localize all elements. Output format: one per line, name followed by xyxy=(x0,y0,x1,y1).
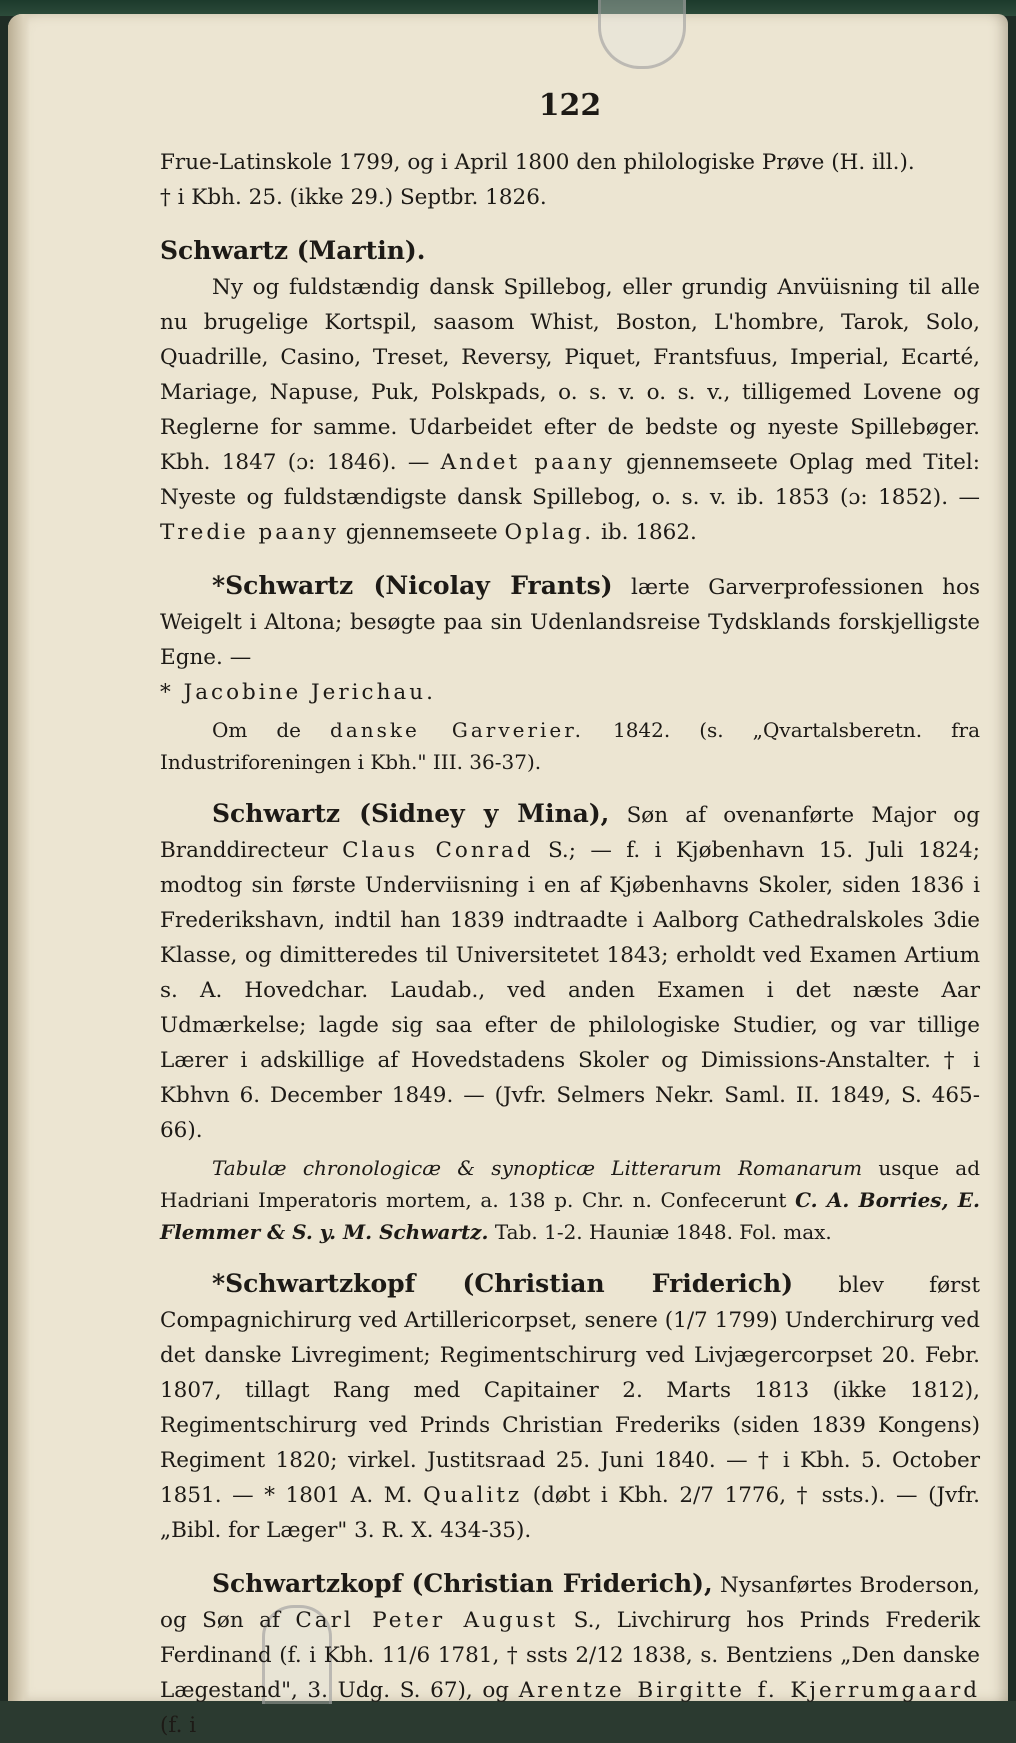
nicolay-wife: * Jacobine Jerichau. xyxy=(160,680,436,705)
entry-christian-2 xyxy=(160,1566,980,1743)
martin-tredie: Tredie paany xyxy=(160,520,339,545)
martin-text2: gjennemseete Oplag med Titel: Nyeste og fuldstændigste dansk Spillebog, o. s. v. ib. 1853 (ɔ: 1852). — xyxy=(160,450,981,510)
martin-oplag: Oplag. xyxy=(504,520,595,545)
headword-christian-2: Schwartzkopf (Christian Friderich), xyxy=(212,1569,713,1598)
sidney-work xyxy=(160,1152,980,1248)
christian2-father: Carl Peter August xyxy=(295,1608,559,1633)
nicolay-work xyxy=(160,714,980,778)
sidney-work-title: Tabulæ chronologicæ & synopticæ Litterarum Romanarum xyxy=(212,1156,863,1180)
sidney-work-authors: C. A. Borries, E. Flemmer & S. y. M. Schwartz. xyxy=(160,1188,981,1244)
entry-nicolay xyxy=(160,568,980,710)
martin-andet: Andet paany xyxy=(440,450,615,475)
headword-nicolay: *Schwartz (Nicolay Frants) xyxy=(212,571,613,600)
christian2-text2: S., Livchirurg hos Prinds Frederik Ferdinand (f. i Kbh. 11/6 1781, † ssts 2/12 1838, s. Bentziens „Den danske Lægestand", 3. Udg. S. 67), og xyxy=(160,1608,980,1703)
continued-text xyxy=(160,145,980,215)
sidney-father: Claus Conrad xyxy=(342,838,534,863)
nicolay-work-pre: Om de xyxy=(212,718,302,742)
sidney-text1: Søn af ovenanførte Major og Branddirecteur xyxy=(160,803,980,863)
nicolay-work-title: danske Garverier. xyxy=(330,718,584,742)
entry-martin-text xyxy=(160,270,980,550)
christian2-mother: Arentze Birgitte f. Kjerrumgaard xyxy=(518,1678,981,1703)
page-gutter xyxy=(8,14,30,1701)
christian1-wife: Qualitz xyxy=(423,1483,523,1508)
martin-text4: ib. 1862. xyxy=(600,520,697,545)
christian1-text2: (døbt i Kbh. 2/7 1776, † ssts.). — (Jvfr. „Bibl. for Læger" 3. R. X. 434-35). xyxy=(160,1483,980,1543)
sidney-work-text1: usque ad Hadriani Imperatoris mortem, a. 138 p. Chr. n. Confecerunt xyxy=(160,1156,981,1212)
page-number: 122 xyxy=(538,88,602,123)
line-2: † i Kbh. 25. (ikke 29.) Septbr. 1826. xyxy=(160,185,547,210)
headword-sidney: Schwartz (Sidney y Mina), xyxy=(212,799,610,828)
entry-christian-1 xyxy=(160,1266,980,1548)
headword-martin: Schwartz (Martin). xyxy=(160,236,426,265)
line-1: Frue-Latinskole 1799, og i April 1800 den philologiske Prøve (H. ill.). xyxy=(160,150,915,175)
nicolay-work-post: 1842. (s. „Qvartalsberetn. fra Industriforeningen i Kbh." III. 36-37). xyxy=(160,718,981,774)
headword-christian-1: *Schwartzkopf (Christian Friderich) xyxy=(212,1269,794,1298)
entry-sidney xyxy=(160,796,980,1148)
christian2-text1: Nysanførtes Broderson, og Søn af xyxy=(160,1573,980,1633)
nicolay-text: lærte Garverprofessionen hos Weigelt i Altona; besøgte paa sin Udenlandsreise Tydsklands forskjelligste Egne. — xyxy=(160,575,980,670)
sidney-work-text2: Tab. 1-2. Hauniæ 1848. Fol. max. xyxy=(494,1220,832,1244)
christian1-text1: blev først Compagnichirurg ved Artillericorpset, senere (1/7 1799) Underchirurg ved det danske Livregiment; Regimentschirurg ved Livjægercorpset 20. Febr. 1807, tillagt Rang med Capitainer 2. Marts 1813 (ikke 1812), Regimentschirurg ved Prinds Christian Frederiks (siden 1839 Kongens) Regiment 1820; virkel. Justitsraad 25. Juni 1840. — † i Kbh. 5. October 1851. — * 1801 A. M. xyxy=(160,1273,980,1508)
page-content xyxy=(160,88,980,1743)
sidney-text2: S.; — f. i Kjøbenhavn 15. Juli 1824; modtog sin første Underviisning i en af Kjøbenhavns Skoler, siden 1836 i Frederikshavn, indtil han 1839 indtraadte i Aalborg Cathedralskoles 3die Klasse, og dimitteredes til Universitetet 1843; erholdt ved Examen Artium s. A. Hovedchar. Laudab., ved anden Examen i det næste Aar Udmærkelse; lagde sig saa efter de philologiske Studier, og var tillige Lærer i adskillige af Hovedstadens Skoler og Dimissions-Anstalter. † i Kbhvn 6. December 1849. — (Jvfr. Selmers Nekr. Saml. II. 1849, S. 465-66). xyxy=(160,838,980,1143)
entry-martin xyxy=(160,233,980,270)
martin-text3: gjennemseete xyxy=(345,520,498,545)
martin-text: Ny og fuldstændig dansk Spillebog, eller grundig Anvüisning til alle nu brugelige Kortspil, saasom Whist, Boston, L'hombre, Tarok, Solo, Quadrille, Casino, Treset, Reversy, Piquet, Frantsfuus, Imperial, Ecarté, Mariage, Napuse, Puk, Polskpads, o. s. v. o. s. v., tilligemed Lovene og Reglerne for samme. Udarbeidet efter de bedste og nyeste Spillebøger. Kbh. 1847 (ɔ: 1846). — xyxy=(160,275,980,475)
christian2-text3: (f. i xyxy=(160,1713,197,1738)
